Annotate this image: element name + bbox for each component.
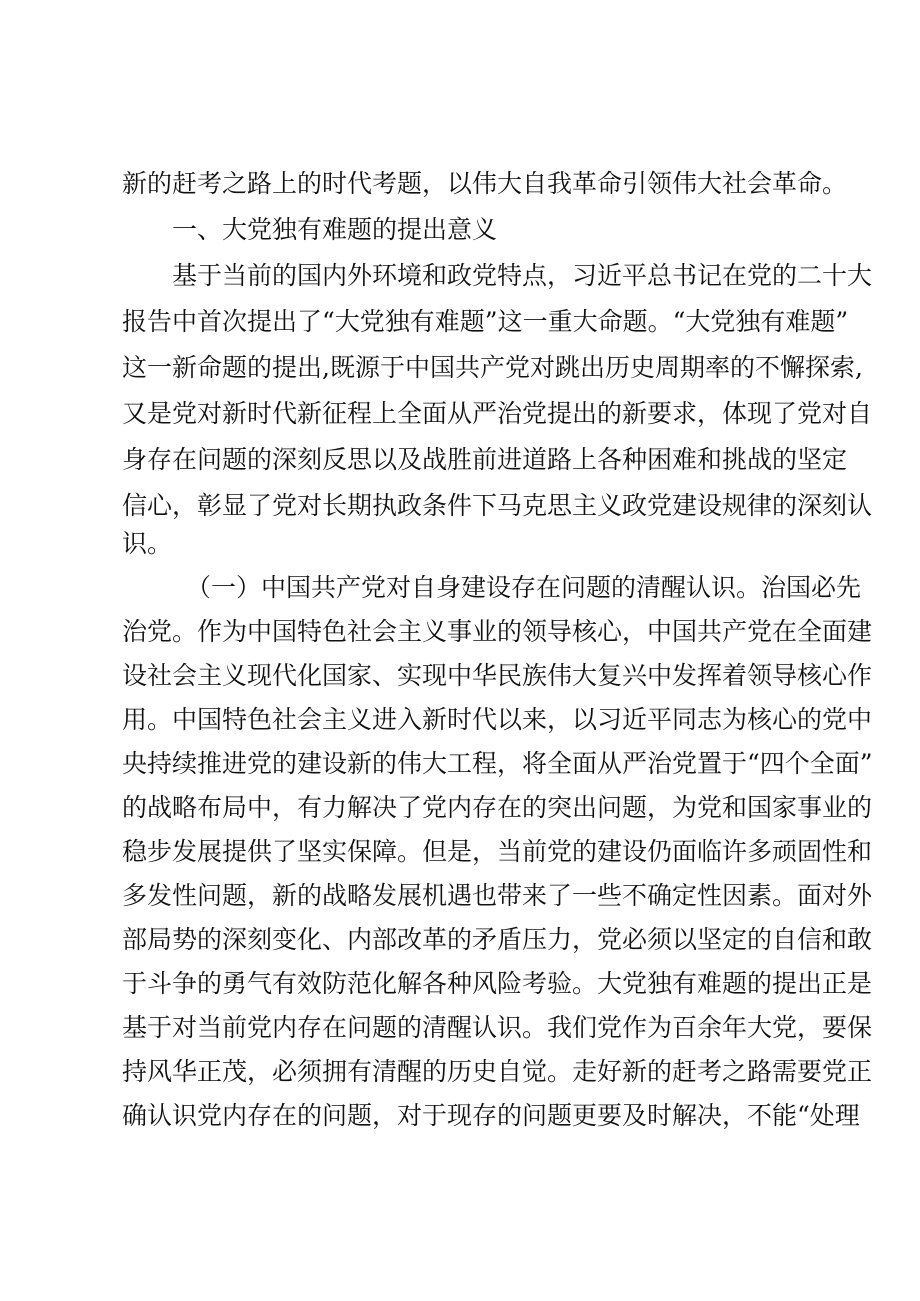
text-line: 央持续推进党的建设新的伟大工程，将全面从严治党置于“四个全面” <box>122 749 873 778</box>
text-line: 这一新命题的提出,既源于中国共产党对跳出历史周期率的不懈探索, <box>122 353 863 382</box>
subsection-heading: （一）中国共产党对自身建设存在问题的清醒认识。治国必先 <box>186 573 862 602</box>
text-line: 用。中国特色社会主义进入新时代以来，以习近平同志为核心的党中 <box>122 705 873 734</box>
text-line: 持风华正茂，必须拥有清醒的历史自觉。走好新的赶考之路需要党正 <box>122 1057 873 1086</box>
text-line: 多发性问题，新的战略发展机遇也带来了一些不确定性因素。面对外 <box>122 881 873 910</box>
text-line: 的战略布局中，有力解决了党内存在的突出问题，为党和国家事业的 <box>122 793 873 822</box>
text-line: 识。 <box>122 529 173 558</box>
text-line: 设社会主义现代化国家、实现中华民族伟大复兴中发挥着领导核心作 <box>122 661 873 690</box>
text-line: 身存在问题的深刻反思以及战胜前进道路上各种困难和挑战的坚定 <box>122 445 848 474</box>
text-line: 部局势的深刻变化、内部改革的矛盾压力，党必须以坚定的自信和敢 <box>122 925 873 954</box>
text-line: 稳步发展提供了坚实保障。但是，当前党的建设仍面临许多顽固性和 <box>122 837 873 866</box>
text-line: 基于当前的国内外环境和政党特点，习近平总书记在党的二十大 <box>172 261 873 290</box>
text-line: 报告中首次提出了“大党独有难题”这一重大命题。“大党独有难题” <box>122 307 849 336</box>
text-line: 基于对当前党内存在问题的清醒认识。我们党作为百余年大党，要保 <box>122 1013 873 1042</box>
text-line: 又是党对新时代新征程上全面从严治党提出的新要求，体现了党对自 <box>122 399 873 428</box>
text-line: 新的赶考之路上的时代考题，以伟大自我革命引领伟大社会革命。 <box>122 169 848 198</box>
text-line: 确认识党内存在的问题，对于现存的问题更要及时解决，不能“处理 <box>122 1101 860 1130</box>
text-line: 治党。作为中国特色社会主义事业的领导核心，中国共产党在全面建 <box>122 617 873 646</box>
section-heading: 一、大党独有难题的提出意义 <box>172 215 498 244</box>
text-line: 于斗争的勇气有效防范化解各种风险考验。大党独有难题的提出正是 <box>122 969 873 998</box>
text-line: 信心，彰显了党对长期执政条件下马克思主义政党建设规律的深刻认 <box>122 491 873 520</box>
